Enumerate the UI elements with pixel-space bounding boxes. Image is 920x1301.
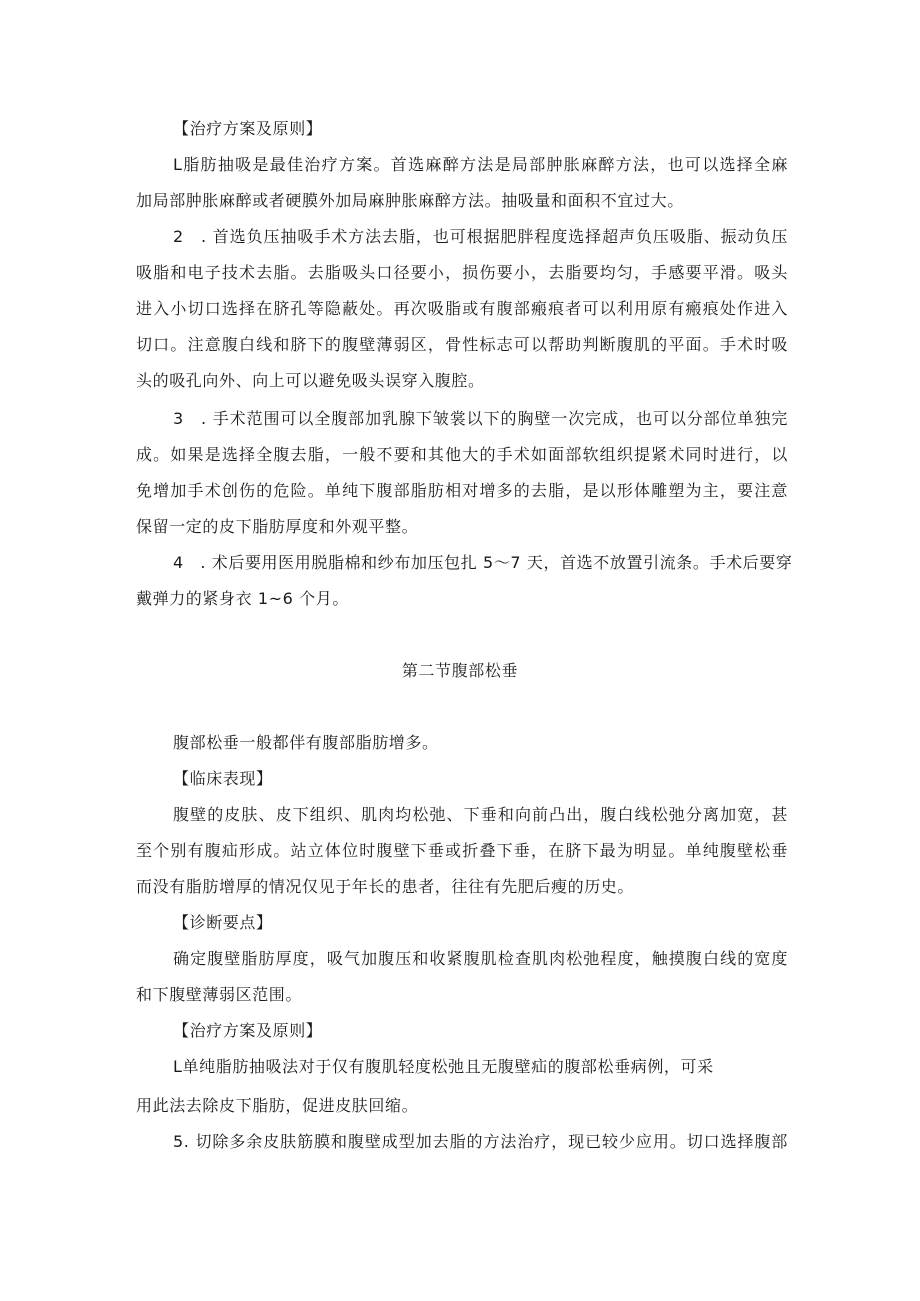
paragraph-line: 和下腹壁薄弱区范围。 [136,985,303,1004]
clinical-heading: 【临床表现】 [173,769,273,788]
paragraph-line: 切口。注意腹白线和脐下的腹壁薄弱区，骨性标志可以帮助判断腹肌的平面。手术时吸 [136,335,788,354]
paragraph-line: 2 . 首选负压抽吸手术方法去脂，也可根据肥胖程度选择超声负压吸脂、振动负压 [173,227,788,246]
paragraph-line: 免增加手术创伤的危险。单纯下腹部脂肪相对增多的去脂，是以形体雕塑为主，要注意 [136,481,788,500]
paragraph-line: 成。如果是选择全腹去脂，一般不要和其他大的手术如面部软组织提紧术同时进行，以 [136,445,788,464]
paragraph-line: 确定腹壁脂肪厚度，吸气加腹压和收紧腹肌检查肌肉松弛程度，触摸腹白线的宽度 [173,949,788,968]
paragraph-line: L单纯脂肪抽吸法对于仅有腹肌轻度松弛且无腹壁疝的腹部松垂病例，可采 [173,1057,714,1076]
diagnosis-heading: 【诊断要点】 [173,913,273,932]
treatment-heading-2: 【治疗方案及原则】 [173,1021,323,1040]
paragraph-line: 头的吸孔向外、向上可以避免吸头误穿入腹腔。 [136,371,485,390]
paragraph-line: 3 . 手术范围可以全腹部加乳腺下皱裳以下的胸壁一次完成，也可以分部位单独完 [173,409,788,428]
paragraph-line: 腹部松垂一般都伴有腹部脂肪增多。 [173,733,439,752]
paragraph-line: L脂肪抽吸是最佳治疗方案。首选麻醉方法是局部肿胀麻醉方法，也可以选择全麻 [173,155,788,174]
paragraph-line: 腹壁的皮肤、皮下组织、肌肉均松弛、下垂和向前凸出，腹白线松弛分离加宽，甚 [173,805,788,824]
paragraph-line: 4 . 术后要用医用脱脂棉和纱布加压包扎 5～7 天，首选不放置引流条。手术后要穿 [173,553,793,572]
paragraph-line: 至个别有腹疝形成。站立体位时腹壁下垂或折叠下垂，在脐下最为明显。单纯腹壁松垂 [136,841,788,860]
paragraph-line: 加局部肿胀麻醉或者硬膜外加局麻肿胀麻醉方法。抽吸量和面积不宜过大。 [136,191,684,210]
paragraph-line: 吸脂和电子技术去脂。去脂吸头口径要小，损伤要小，去脂要均匀，手感要平滑。吸头 [136,263,788,282]
paragraph-line: 进入小切口选择在脐孔等隐蔽处。再次吸脂或有腹部瘢痕者可以利用原有瘢痕处作进入 [136,299,788,318]
treatment-heading: 【治疗方案及原则】 [173,119,323,138]
paragraph-line: 5. 切除多余皮肤筋膜和腹壁成型加去脂的方法治疗，现已较少应用。切口选择腹部 [173,1132,788,1151]
section-title: 第二节腹部松垂 [401,661,519,680]
paragraph-line: 用此法去除皮下脂肪，促进皮肤回缩。 [136,1096,419,1115]
paragraph-line: 而没有脂肪增厚的情况仅见于年长的患者，往往有先肥后瘦的历史。 [136,877,635,896]
paragraph-line: 保留一定的皮下脂肪厚度和外观平整。 [136,517,419,536]
paragraph-line: 戴弹力的紧身衣 1~6 个月。 [136,589,349,608]
